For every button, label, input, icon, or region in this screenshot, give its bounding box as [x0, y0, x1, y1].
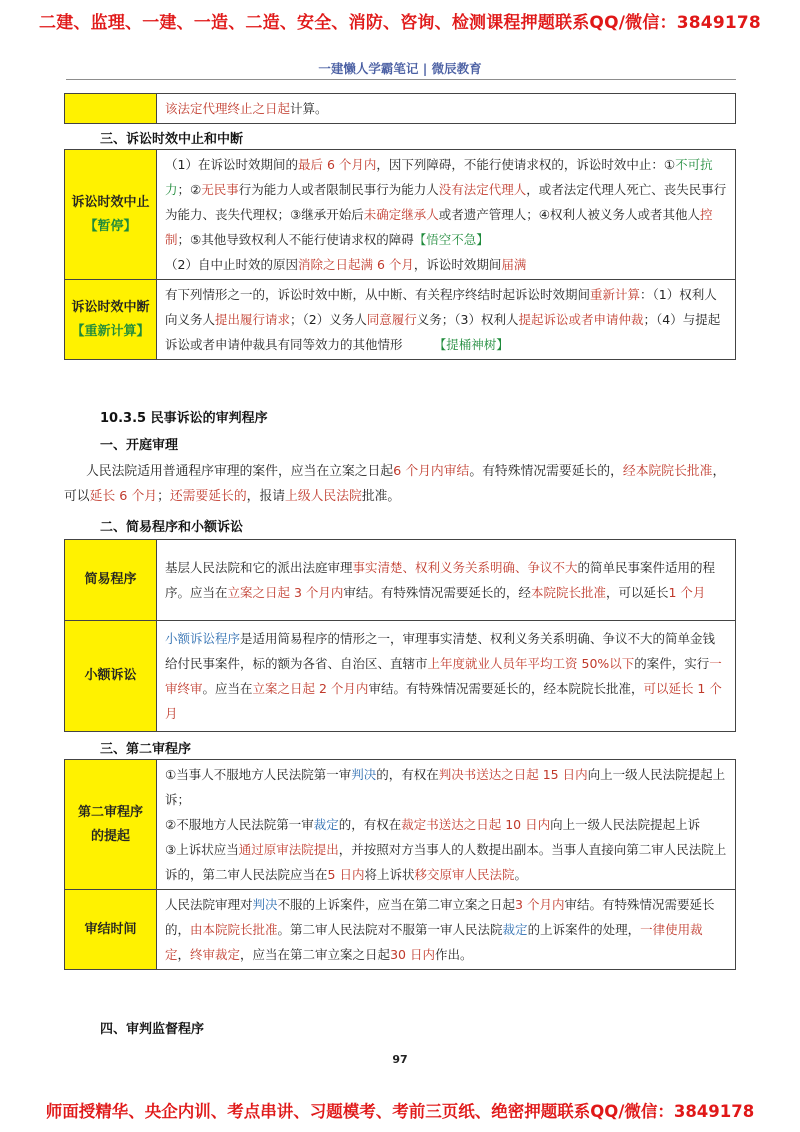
text-segment: 通过原审法院提出	[238, 842, 339, 857]
label-text: 诉讼时效中断	[71, 299, 150, 315]
text-segment: 移交原审人民法院	[414, 867, 515, 882]
text-segment: ，报请	[246, 489, 286, 504]
text-segment: 。	[514, 867, 527, 882]
subheading-open-trial: 一、开庭审理	[100, 438, 179, 453]
paragraph	[165, 282, 727, 357]
text-segment: ；②	[177, 182, 202, 197]
text-segment: 1 个月	[668, 585, 706, 600]
text-segment: 延长 6 个月	[89, 489, 158, 504]
continuation-table	[64, 93, 736, 124]
text-segment: 将上诉状	[364, 867, 415, 882]
text-segment: 可以延长 1 个月	[165, 681, 722, 721]
table-row	[65, 150, 736, 280]
table-content-cell	[157, 94, 736, 124]
label-interruption	[65, 280, 157, 360]
open-trial-paragraph	[64, 459, 736, 509]
text-segment: 该法定代理终止之日起	[165, 101, 291, 116]
subheading-suspension: 三、诉讼时效中止和中断	[100, 132, 244, 147]
section-title: 10.3.5 民事诉讼的审判程序	[100, 411, 268, 426]
text-segment: ，诉讼时效期间	[413, 257, 502, 272]
text-segment: 的，有权在	[376, 767, 439, 782]
text-segment: 。第二审人民法院对不服第一审人民法院	[277, 922, 503, 937]
text-segment: 还需要延长的	[169, 489, 247, 504]
text-segment: 同意履行	[366, 312, 417, 327]
text-segment: （2）自中止时效的原因	[165, 257, 298, 272]
subheading-second-instance: 三、第二审程序	[100, 742, 192, 757]
text-segment: 的上诉案件的处理，	[527, 922, 641, 937]
label-simple-procedure	[65, 540, 157, 621]
text-segment: 无民事	[201, 182, 239, 197]
text-segment: 本院院长批准	[530, 585, 606, 600]
text-segment: 上年度就业人员年平均工资 50%以下	[427, 656, 635, 671]
text-segment: 行为能力人或者限制民事行为能力人	[238, 182, 439, 197]
text-segment: 审结。有特殊情况需要延长的，经	[343, 585, 531, 600]
label-mnemonic: 【暂停】	[84, 218, 137, 234]
text-segment: 【提桶神树】	[440, 337, 509, 352]
content-appeal	[157, 760, 736, 890]
text-segment: ：（1）权利人向义务人	[165, 287, 717, 327]
paragraph	[165, 762, 727, 812]
text-segment: 是适用简易程序的情形之一，审理事实清楚、权利义务关系明确、争议不大的简单金钱给付民事案件，标的额为各省、自治区、直辖市	[165, 631, 716, 671]
label-small-claims	[65, 621, 157, 732]
text-segment: 判决书送达之日起 15 日内	[438, 767, 588, 782]
text-segment: 30 日内	[390, 947, 435, 962]
text-segment: 或者遗产管理人；④权利人被义务人或者其他人	[438, 207, 700, 222]
text-segment: 没有法定代理人	[438, 182, 527, 197]
text-segment: 提起诉讼或者申请仲裁	[518, 312, 644, 327]
table-row	[65, 760, 736, 890]
text-segment: ；⑤其他导致权利人不能行使请求权的障碍	[177, 232, 414, 247]
text-segment: 上级人民法院	[285, 489, 362, 504]
text-segment: 审结。有特殊情况需要延长的，经本院院长批准，	[368, 681, 644, 696]
text-segment: 立案之日起 3 个月内	[227, 585, 344, 600]
page-number: 97	[392, 1053, 408, 1066]
text-segment: 一审终审	[165, 656, 722, 696]
text-segment: 重新计算	[590, 287, 641, 302]
subheading-simple: 二、简易程序和小额诉讼	[100, 520, 244, 535]
label-text: 第二审程序	[77, 804, 143, 820]
text-segment: 向上一级人民法院提起上诉；	[165, 767, 726, 807]
table-label-cell	[65, 94, 157, 124]
text-segment: 批准。	[361, 489, 401, 504]
table-row	[65, 890, 736, 970]
page-header-title: 一建懒人学霸笔记 | 微辰教育	[318, 61, 482, 76]
label-closing-time	[65, 890, 157, 970]
text-segment: 一律使用裁定	[165, 922, 703, 962]
text-segment: （1）在诉讼时效期间的	[165, 157, 298, 172]
text-segment: ，并按照对方当事人的人数提出副本。当事人直接向第二审人民法院上诉的，第二审人民法院应当在	[165, 842, 727, 882]
text-segment: 基层人民法院和它的派出法庭审理	[165, 560, 353, 575]
text-segment: 裁定	[502, 922, 528, 937]
text-segment: 3 个月内	[515, 897, 565, 912]
text-segment: 最后 6 个月内	[297, 157, 377, 172]
text-segment: ，可以延长	[605, 585, 669, 600]
label-text: 简易程序	[84, 572, 137, 587]
text-segment: 立案之日起 2 个月内	[252, 681, 369, 696]
label-text: 的提起	[90, 828, 130, 844]
text-segment: ；（4）与提起诉讼或者申请仲裁具有同等效力的其他情形	[165, 312, 721, 352]
text-segment: 。应当在	[202, 681, 253, 696]
paragraph	[165, 555, 727, 605]
text-segment: 义务；（3）权利人	[416, 312, 519, 327]
text-segment: 审结。有特殊情况需要延长的，	[165, 897, 715, 937]
content-small-claims	[157, 621, 736, 732]
text-segment: 不服的上诉案件，应当在第二审立案之日起	[277, 897, 516, 912]
content-suspension	[157, 150, 736, 280]
text-segment: 人民法院审理对	[165, 897, 253, 912]
table-row	[65, 621, 736, 732]
bottom-ad-banner: 师面授精华、央企内训、考点串讲、习题模考、考前三页纸、绝密押题联系QQ/微信：3849178	[45, 1102, 755, 1121]
table-row	[65, 94, 736, 124]
text-segment: 5 日内	[327, 867, 365, 882]
text-segment: 的，有权在	[338, 817, 402, 832]
paragraph	[165, 812, 727, 837]
label-text: 诉讼时效中止	[71, 194, 150, 210]
text-segment: 作出。	[434, 947, 473, 962]
text-segment: 人民法院适用普通程序审理的案件，应当在立案之日起	[86, 464, 394, 479]
limitation-table	[64, 149, 736, 360]
text-segment: 有下列情形之一的，诉讼时效中断，从中断、有关程序终结时起诉讼时效期间	[165, 287, 591, 302]
text-segment: 的简单民事案件适用的程序。应当在	[165, 560, 716, 600]
text-segment: 事实清楚、权利义务关系明确、争议不大	[352, 560, 578, 575]
text-segment: 小额诉讼程序	[165, 631, 241, 646]
top-ad-banner: 二建、监理、一建、一造、二造、安全、消防、咨询、检测课程押题联系QQ/微信：3849178	[39, 13, 761, 33]
text-segment: 消除之日起满 6 个月	[297, 257, 414, 272]
text-segment: ；	[157, 489, 170, 504]
text-segment: 的案件，实行	[634, 656, 710, 671]
text-segment: ，因下列障碍，不能行使请求权的，诉讼时效中止：①	[376, 157, 676, 172]
label-text: 小额诉讼	[84, 668, 137, 683]
content-simple-procedure	[157, 540, 736, 621]
text-segment: 不可抗力	[165, 157, 713, 197]
label-mnemonic: 【重新计算】	[71, 323, 150, 339]
text-segment: ；（2）义务人	[290, 312, 367, 327]
text-segment: ②不服地方人民法院第一审	[165, 817, 314, 832]
content-closing-time	[157, 890, 736, 970]
text-segment: 6 个月内审结	[393, 464, 470, 479]
text-segment: 判决	[351, 767, 377, 782]
text-segment: 终审裁定	[190, 947, 241, 962]
text-segment: 裁定	[313, 817, 339, 832]
text-segment: 判决	[252, 897, 278, 912]
label-text: 审结时间	[84, 921, 137, 937]
subheading-supervision: 四、审判监督程序	[100, 1022, 205, 1037]
text-segment: 。有特殊情况需要延长的，	[469, 464, 623, 479]
text-segment: 经本院院长批准	[622, 464, 713, 479]
header-divider	[66, 79, 736, 80]
simple-procedure-table	[64, 539, 736, 732]
text-segment: ，	[177, 947, 191, 962]
second-instance-table	[64, 759, 736, 970]
paragraph	[165, 837, 727, 887]
table-row	[65, 280, 736, 360]
paragraph	[165, 152, 727, 252]
text-segment: ③上诉状应当	[165, 842, 239, 857]
content-interruption	[157, 280, 736, 360]
text-segment: 裁定书送达之日起 10 日内	[401, 817, 551, 832]
paragraph	[165, 892, 727, 967]
text-segment: 提出履行请求	[215, 312, 291, 327]
text-segment: ①当事人不服地方人民法院第一审	[165, 767, 352, 782]
text-segment: ，或者法定代理人死亡、丧失民事行为能力、丧失代理权；③继承开始后	[165, 182, 727, 222]
text-segment: 【悟空不急】	[413, 232, 489, 247]
text-segment: ，可以	[64, 464, 726, 504]
text-segment: 未确定继承人	[363, 207, 439, 222]
table-row	[65, 540, 736, 621]
text-segment: 由本院院长批准	[190, 922, 278, 937]
text-segment: 届满	[501, 257, 527, 272]
text-segment: ，应当在第二审立案之日起	[240, 947, 391, 962]
label-appeal	[65, 760, 157, 890]
paragraph	[165, 626, 727, 726]
text-segment: 计算。	[290, 101, 328, 116]
label-suspension	[65, 150, 157, 280]
text-segment: 控制	[165, 207, 713, 247]
paragraph	[165, 252, 727, 277]
text-segment: 向上一级人民法院提起上诉	[550, 817, 701, 832]
